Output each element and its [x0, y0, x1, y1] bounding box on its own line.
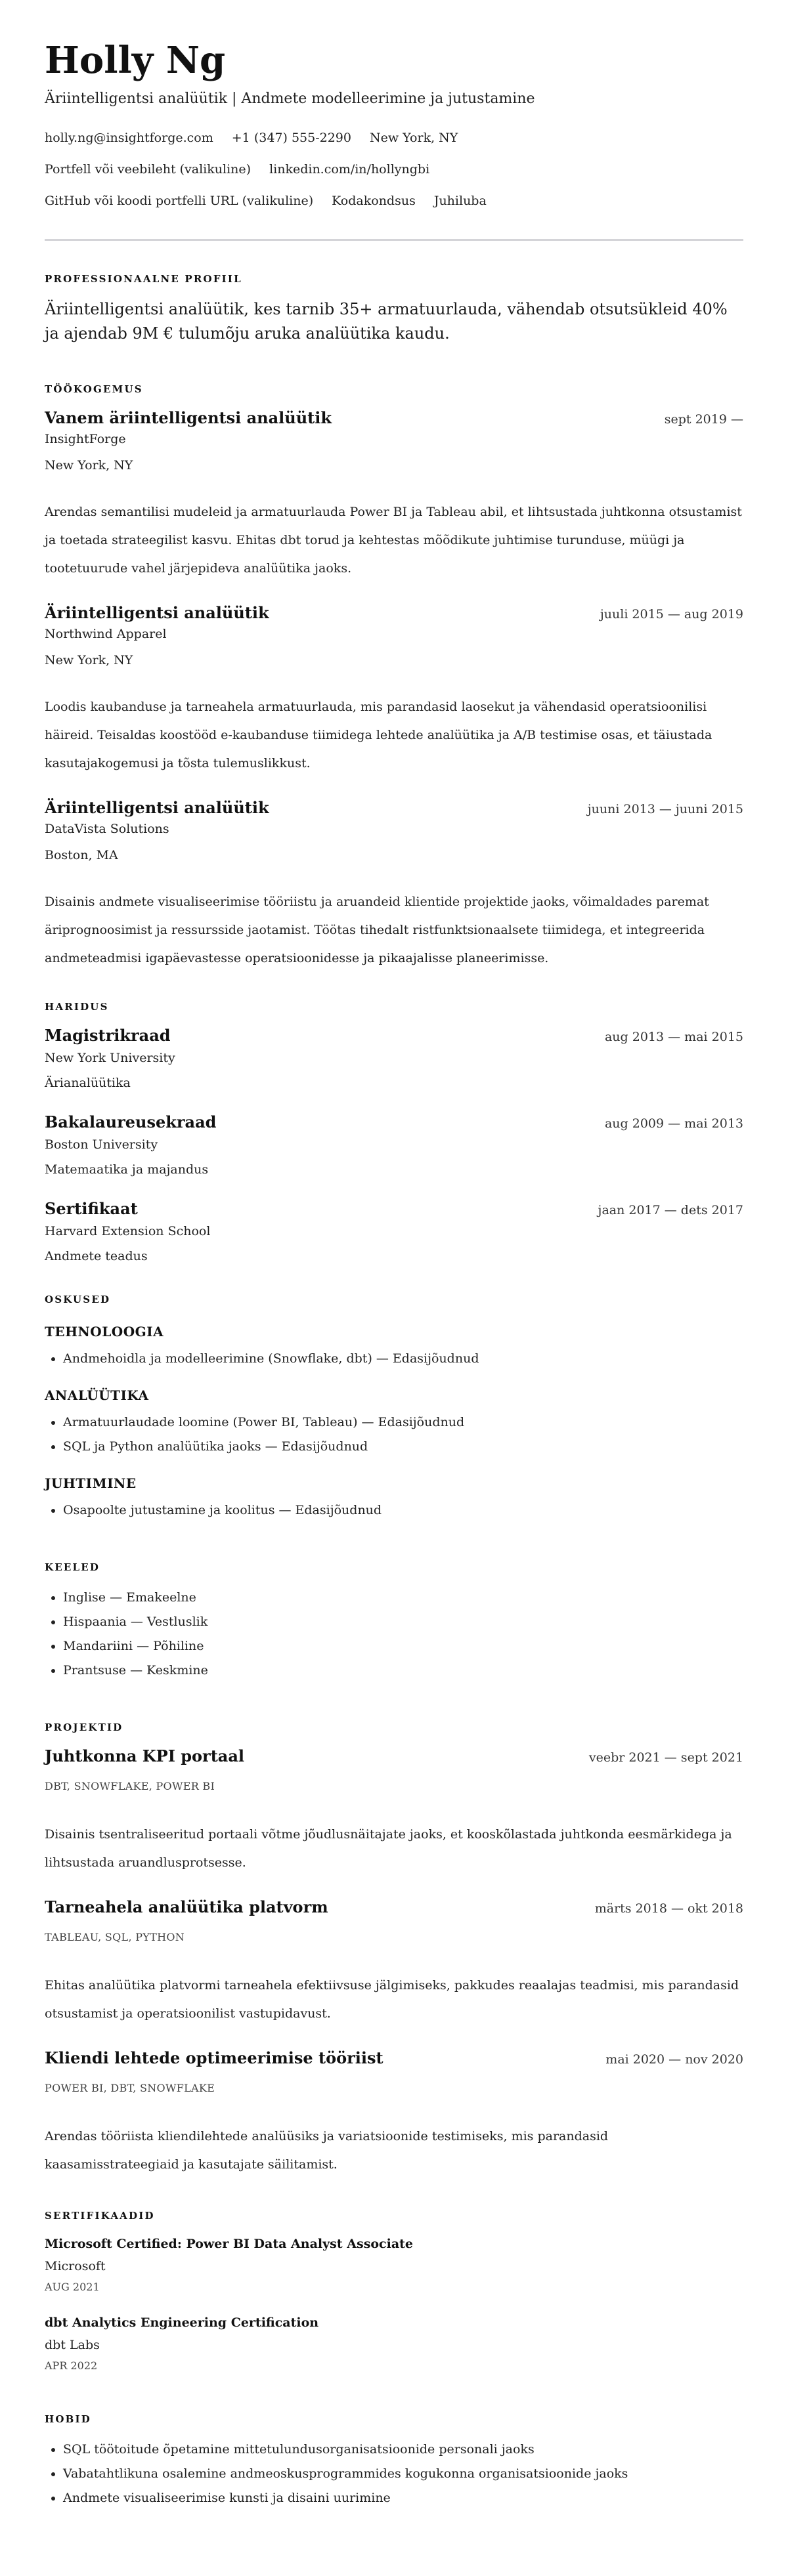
certification-issuer: dbt Labs — [45, 2338, 100, 2352]
certification-issuer: Microsoft — [45, 2259, 106, 2273]
degree: Bakalaureusekraad — [45, 1112, 217, 1131]
project-tech: TABLEAU, SQL, PYTHON — [45, 1931, 185, 1943]
job-location: Boston, MA — [45, 848, 118, 862]
section-title-experience: TÖÖKOGEMUS — [45, 383, 143, 395]
skill-item: • Andmehoidla ja modelleerimine (Snowflake, dbt) — Edasijõudnud — [63, 1347, 743, 1371]
certifications-section — [45, 2208, 743, 2375]
education-entry — [45, 1198, 743, 1265]
certification-date: APR 2022 — [45, 2359, 98, 2372]
section-title-languages: KEELED — [45, 1561, 100, 1573]
language-list — [45, 1586, 743, 1683]
skill-category: JUHTIMINE — [45, 1475, 137, 1491]
skill-list — [45, 1347, 743, 1371]
location: New York, NY — [369, 131, 458, 145]
job-description: Loodis kaubanduse ja tarneahela armatuurlauda, mis parandasid laosekut ja vähendasid operatsioonilisi häireid. Teisaldas koostööd e-kaubanduse tiimidega lehtede analüütika ja A/B testimise osas, et täiustada kasutajakogemusi ja tõsta tulemuslikkust. — [45, 700, 712, 771]
drivers-license: Juhiluba — [433, 194, 487, 208]
contact-row-3 — [45, 192, 743, 210]
job-role: Vanem äriintelligentsi analüütik — [45, 408, 332, 427]
github-link[interactable]: GitHub või koodi portfelli URL (valikuline) — [45, 194, 314, 208]
project-tech: DBT, SNOWFLAKE, POWER BI — [45, 1780, 215, 1792]
certification-date: AUG 2021 — [45, 2281, 100, 2293]
experience-section — [45, 381, 743, 973]
section-title-profile: PROFESSIONAALNE PROFIIL — [45, 273, 242, 285]
skill-item: • SQL ja Python analüütika jaoks — Edasijõudnud — [63, 1435, 743, 1459]
certification-entry — [45, 2234, 743, 2296]
job-description: Arendas semantilisi mudeleid ja armatuurlauda Power BI ja Tableau abil, et lihtsustada juhtkonna otsustamist ja toetada strateegilist kasvu. Ehitas dbt torud ja kehtestas mõõdikute juhtimise turunduse, müügi ja tootetuurude vahel järjepideva analüütika jaoks. — [45, 505, 742, 576]
project-description: Ehitas analüütika platvormi tarneahela efektiivsuse jälgimiseks, pakkudes reaalajas teadmisi, mis parandasid otsustamist ja operatsioonilist vastupidavust. — [45, 1978, 739, 2021]
project-description: Arendas tööriista kliendilehtede analüüsiks ja variatsioonide testimiseks, mis parandasid kaasamisstrateegiaid ja kasutajate säilitamist. — [45, 2129, 609, 2172]
education-dates: aug 2013 — mai 2015 — [604, 1030, 743, 1044]
job-entry — [45, 408, 743, 583]
job-entry — [45, 797, 743, 973]
skill-item: • Osapoolte jutustamine ja koolitus — Edasijõudnud — [63, 1498, 743, 1523]
skill-list — [45, 1410, 743, 1459]
hobby-item: • Vabatahtlikuna osalemine andmeoskusprogrammides kogukonna organisatsioonide jaoks — [63, 2462, 743, 2486]
education-dates: aug 2009 — mai 2013 — [604, 1116, 743, 1131]
skills-section — [45, 1292, 743, 1523]
project-name: Kliendi lehtede optimeerimise tööriist — [45, 2048, 383, 2067]
citizenship: Kodakondsus — [332, 194, 416, 208]
hobbies-section — [45, 2411, 743, 2510]
project-dates: märts 2018 — okt 2018 — [594, 1901, 743, 1916]
project-entry — [45, 1897, 743, 2028]
candidate-name: Holly Ng — [45, 39, 226, 82]
profile-summary: Äriintelligentsi analüütik, kes tarnib 35+ armatuurlauda, vähendab otsutsükleid 40% ja ajendab 9M € tulumõju aruka analüütika kaudu. — [45, 300, 728, 343]
header-divider — [45, 239, 743, 241]
school: New York University — [45, 1051, 175, 1065]
skill-category: ANALÜÜTIKA — [45, 1387, 149, 1403]
section-title-education: HARIDUS — [45, 1001, 109, 1013]
portfolio-link[interactable]: Portfell või veebileht (valikuline) — [45, 162, 252, 177]
degree: Magistrikraad — [45, 1026, 171, 1045]
certification-name: dbt Analytics Engineering Certification — [45, 2315, 319, 2330]
education-dates: jaan 2017 — dets 2017 — [598, 1203, 743, 1217]
resume-header — [45, 34, 743, 210]
degree: Sertifikaat — [45, 1199, 138, 1218]
job-role: Äriintelligentsi analüütik — [45, 603, 269, 622]
field-of-study: Ärianalüütika — [45, 1076, 131, 1090]
language-item: • Mandariini — Põhiline — [63, 1634, 743, 1658]
section-title-certifications: SERTIFIKAADID — [45, 2210, 155, 2222]
field-of-study: Andmete teadus — [45, 1249, 148, 1263]
skill-list — [45, 1498, 743, 1523]
hobby-list — [45, 2438, 743, 2510]
job-entry — [45, 602, 743, 778]
contact-row-2 — [45, 160, 743, 179]
job-company: Northwind Apparel — [45, 627, 167, 641]
linkedin-link[interactable]: linkedin.com/in/hollyngbi — [269, 162, 430, 177]
section-title-projects: PROJEKTID — [45, 1721, 123, 1733]
project-tech: POWER BI, DBT, SNOWFLAKE — [45, 2082, 215, 2094]
section-title-skills: OSKUSED — [45, 1294, 111, 1305]
projects-section — [45, 1720, 743, 2179]
certification-entry — [45, 2313, 743, 2375]
project-name: Tarneahela analüütika platvorm — [45, 1897, 328, 1916]
profile-section — [45, 271, 743, 346]
contact-row-1 — [45, 129, 743, 147]
job-company: InsightForge — [45, 432, 126, 446]
education-entry — [45, 1025, 743, 1092]
job-company: DataVista Solutions — [45, 822, 169, 836]
phone[interactable]: +1 (347) 555-2290 — [231, 131, 351, 145]
skill-item: • Armatuurlaudade loomine (Power BI, Tableau) — Edasijõudnud — [63, 1410, 743, 1435]
education-entry — [45, 1112, 743, 1179]
project-entry — [45, 2048, 743, 2179]
email[interactable]: holly.ng@insightforge.com — [45, 131, 213, 145]
school: Boston University — [45, 1137, 158, 1152]
languages-section — [45, 1559, 743, 1683]
hobby-item: • SQL töötoitude õpetamine mittetulundusorganisatsioonide personali jaoks — [63, 2438, 743, 2462]
project-description: Disainis tsentraliseeritud portaali võtme jõudlusnäitajate jaoks, et kooskõlastada juhtkonda eesmärkidega ja lihtsustada aruandlusprotsesse. — [45, 1827, 732, 1870]
language-item: • Hispaania — Vestluslik — [63, 1610, 743, 1634]
job-dates: juuni 2013 — juuni 2015 — [587, 802, 743, 816]
certification-name: Microsoft Certified: Power BI Data Analyst Associate — [45, 2237, 414, 2251]
language-item: • Inglise — Emakeelne — [63, 1586, 743, 1610]
hobby-item: • Andmete visualiseerimise kunsti ja disaini uurimine — [63, 2486, 743, 2510]
education-section — [45, 999, 743, 1265]
skill-category: TEHNOLOOGIA — [45, 1324, 164, 1340]
project-name: Juhtkonna KPI portaal — [45, 1746, 245, 1765]
project-dates: mai 2020 — nov 2020 — [605, 2052, 743, 2067]
language-item: • Prantsuse — Keskmine — [63, 1658, 743, 1683]
job-role: Äriintelligentsi analüütik — [45, 798, 269, 817]
school: Harvard Extension School — [45, 1224, 211, 1238]
job-dates: sept 2019 — — [664, 412, 743, 427]
job-location: New York, NY — [45, 653, 133, 667]
project-entry — [45, 1746, 743, 1877]
field-of-study: Matemaatika ja majandus — [45, 1162, 209, 1177]
project-dates: veebr 2021 — sept 2021 — [588, 1750, 743, 1765]
job-dates: juuli 2015 — aug 2019 — [600, 607, 743, 622]
section-title-hobbies: HOBID — [45, 2413, 91, 2425]
headline: Äriintelligentsi analüütik | Andmete modelleerimine ja jutustamine — [45, 91, 535, 107]
job-description: Disainis andmete visualiseerimise tööriistu ja aruandeid klientide projektide jaoks, võimaldades paremat äriprognoosimist ja ressursside jaotamist. Töötas tihedalt ristfunktsionaalsete tiimidega, et integreerida andmeteadmisi igapäevastesse operatsioonidesse ja pikaajalisse planeerimisse. — [45, 895, 709, 965]
job-location: New York, NY — [45, 458, 133, 473]
